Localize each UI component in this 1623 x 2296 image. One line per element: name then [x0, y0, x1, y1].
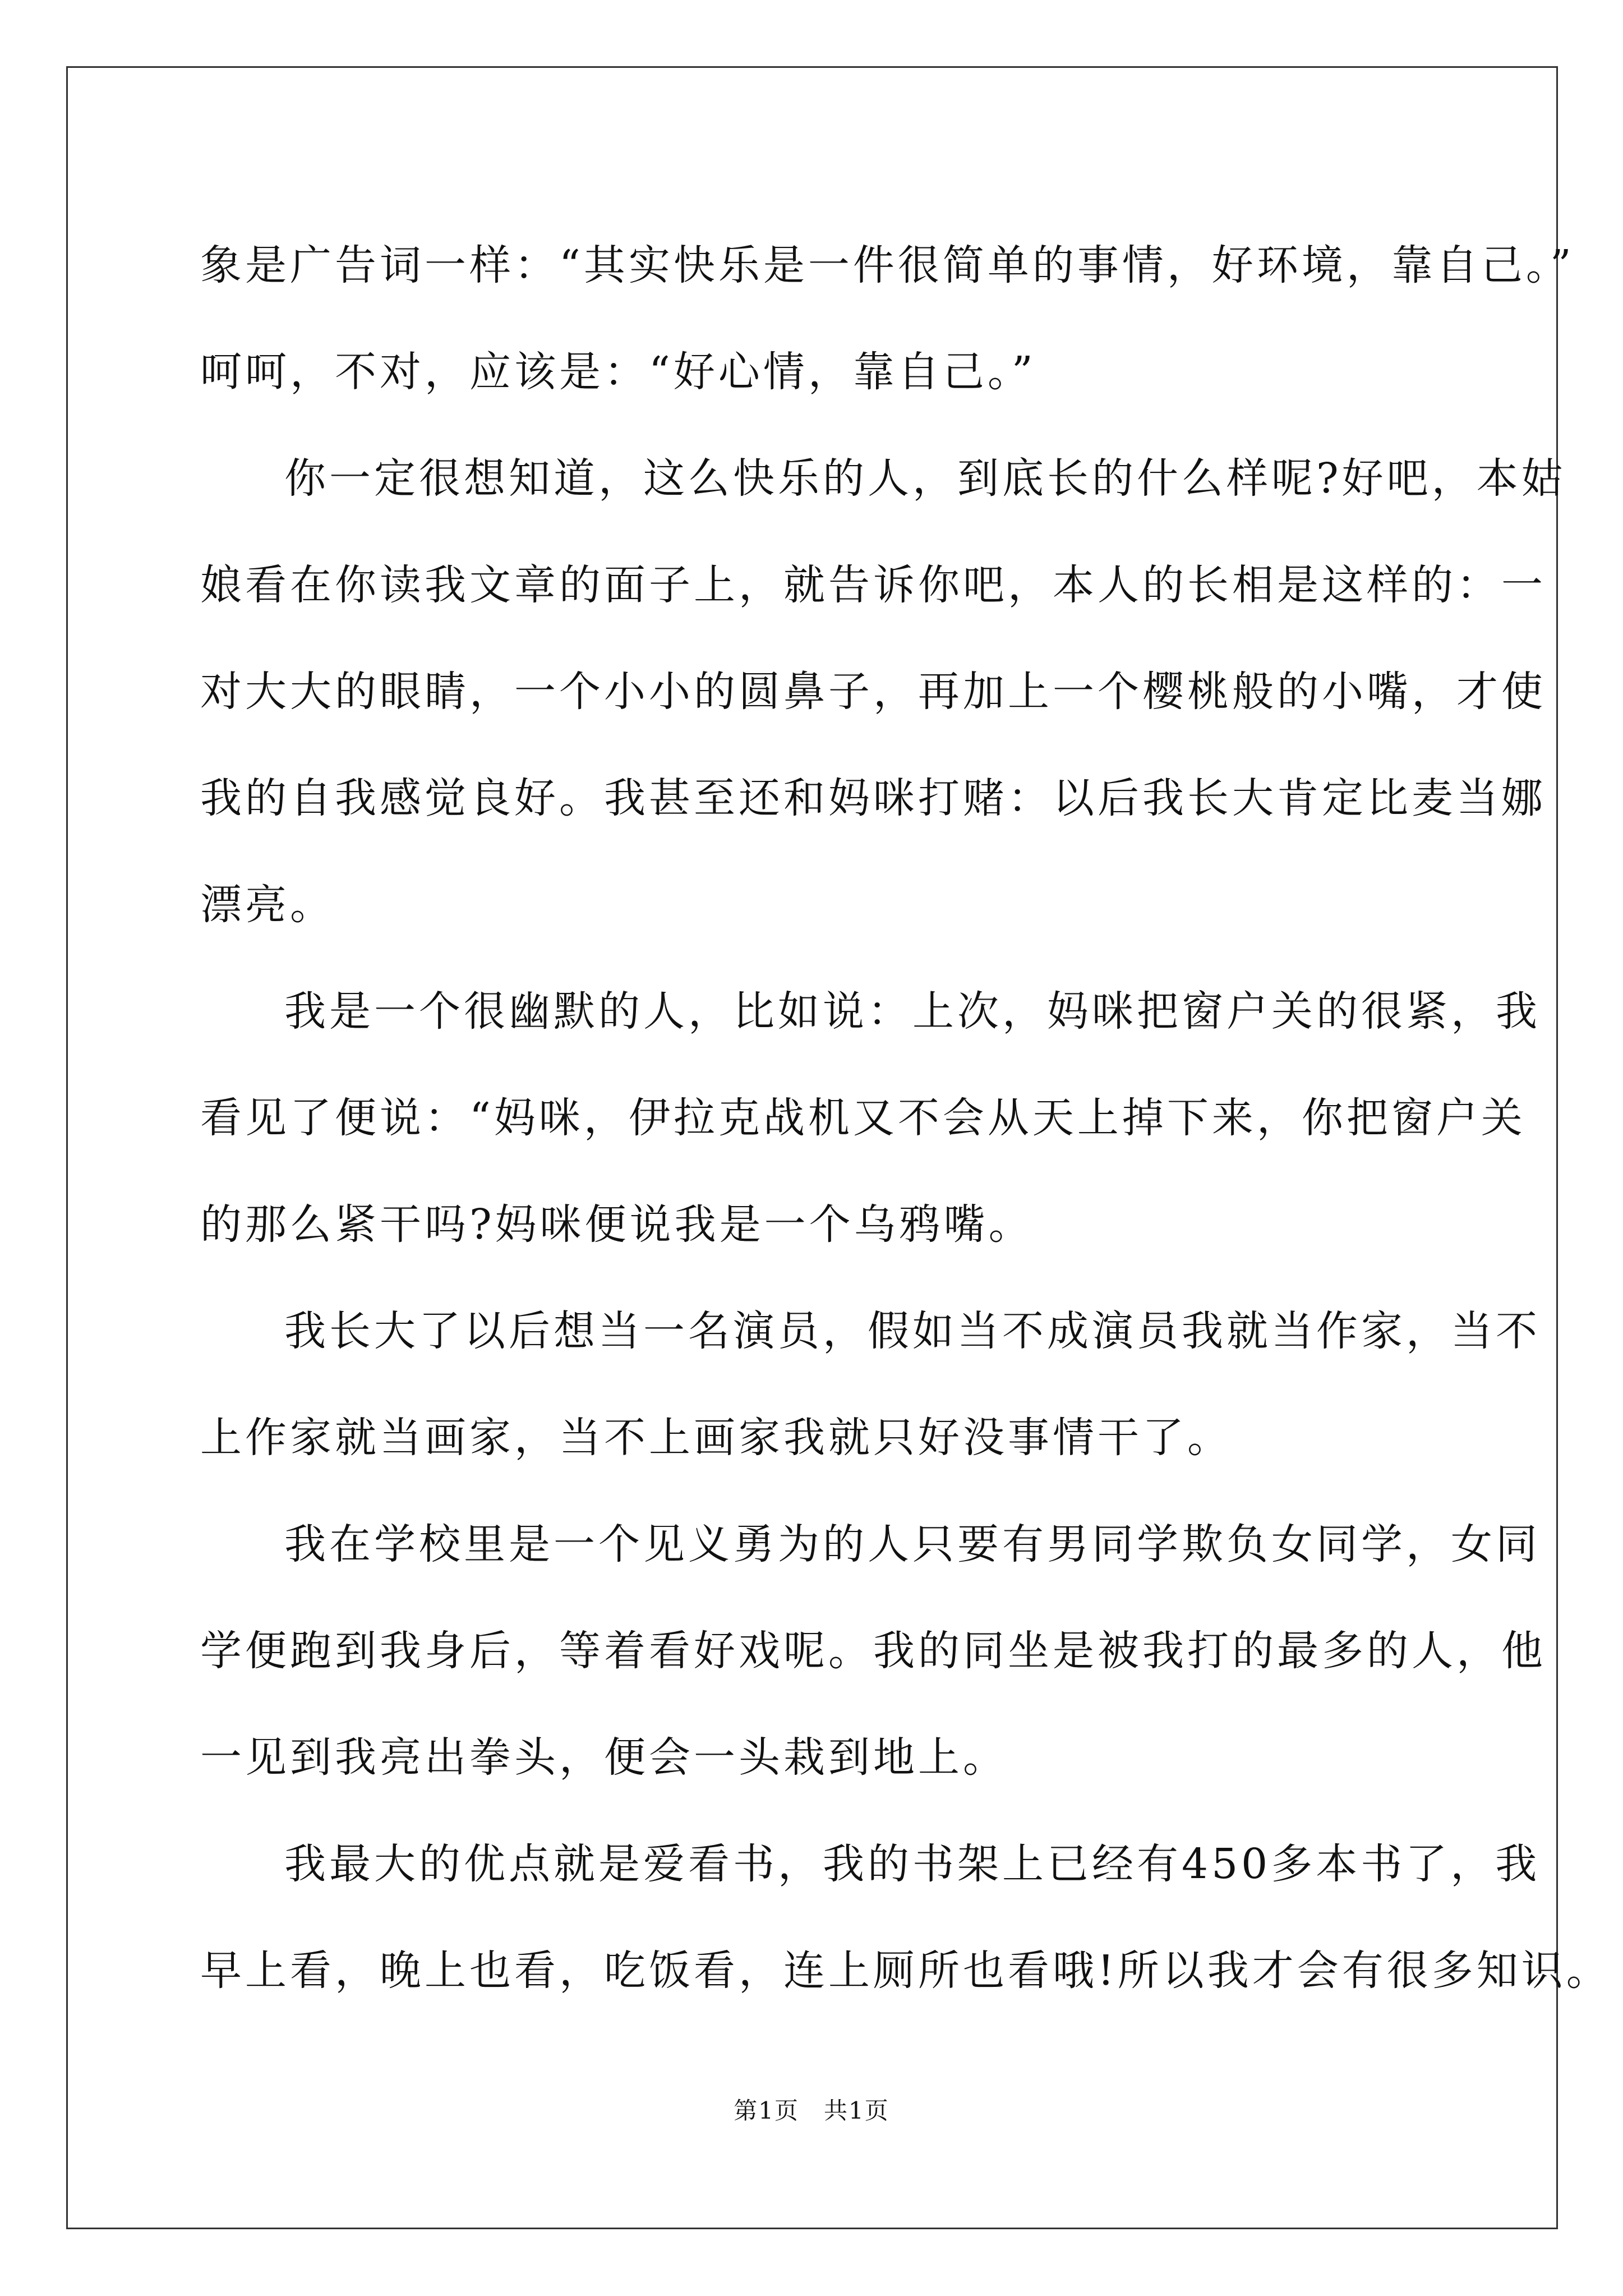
- text-line: 娘看在你读我文章的面子上，就告诉你吧，本人的长相是这样的：一: [200, 561, 1546, 609]
- text-line: 早上看，晚上也看，吃饭看，连上厕所也看哦!所以我才会有很多知识。: [200, 1947, 1611, 1995]
- text-line: 漂亮。: [200, 881, 335, 929]
- text-line: 象是广告词一样：“其实快乐是一件很简单的事情，好环境，靠自己。”: [200, 241, 1575, 289]
- page-number-footer: 第1页 共1页: [734, 2097, 889, 2124]
- text-line: 呵呵，不对，应该是：“好心情，靠自己。”: [200, 348, 1036, 396]
- paragraph-start-line: 你一定很想知道，这么快乐的人，到底长的什么样呢?好吧，本姑: [284, 454, 1566, 503]
- text-line: 的那么紧干吗?妈咪便说我是一个乌鸦嘴。: [200, 1200, 1034, 1249]
- text-line: 看见了便说：“妈咪，伊拉克战机又不会从天上掉下来，你把窗户关: [200, 1094, 1526, 1142]
- paragraph-start-line: 我最大的优点就是爱看书，我的书架上已经有450多本书了，我: [284, 1840, 1541, 1888]
- paragraph-start-line: 我长大了以后想当一名演员，假如当不成演员我就当作家，当不: [284, 1307, 1541, 1355]
- text-line: 我的自我感觉良好。我甚至还和妈咪打赌：以后我长大肯定比麦当娜: [200, 774, 1546, 822]
- paragraph-start-line: 我是一个很幽默的人，比如说：上次，妈咪把窗户关的很紧，我: [284, 987, 1541, 1036]
- text-line: 上作家就当画家，当不上画家我就只好没事情干了。: [200, 1414, 1232, 1462]
- paragraph-start-line: 我在学校里是一个见义勇为的人只要有男同学欺负女同学，女同: [284, 1520, 1541, 1568]
- text-line: 学便跑到我身后，等着看好戏呢。我的同坐是被我打的最多的人，他: [200, 1627, 1546, 1675]
- text-line: 一见到我亮出拳头，便会一头栽到地上。: [200, 1733, 1008, 1782]
- document-body: [200, 212, 1611, 2024]
- text-line: 对大大的眼睛，一个小小的圆鼻子，再加上一个樱桃般的小嘴，才使: [200, 668, 1546, 716]
